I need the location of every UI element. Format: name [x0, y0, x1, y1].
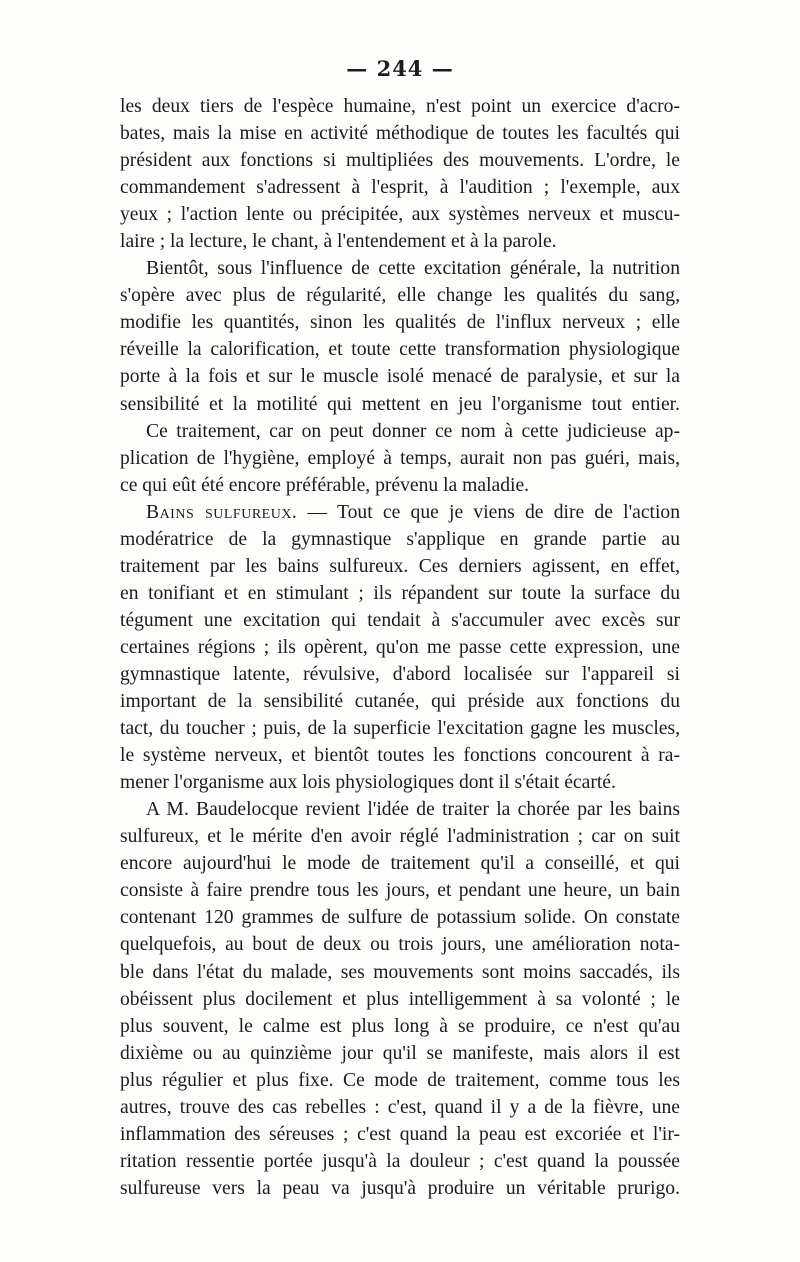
text-line: autres, trouve des cas rebelles : c'est, quand il y a de la fièvre, une	[120, 1096, 680, 1118]
text-line: quelquefois, au bout de deux ou trois jours, une amélioration nota-	[120, 934, 680, 956]
text-line: plus régulier et plus fixe. Ce mode de traitement, comme tous les	[120, 1069, 680, 1091]
page-number: — 244 —	[346, 56, 454, 81]
text-line: sensibilité et la motilité qui mettent en jeu l'organisme tout entier.	[120, 393, 680, 415]
text-line: certaines régions ; ils opèrent, qu'on me passe cette expression, une	[120, 636, 680, 658]
text-line: laire ; la lecture, le chant, à l'entendement et à la parole.	[120, 231, 557, 253]
text-line: yeux ; l'action lente ou précipitée, aux systèmes nerveux et muscu-	[120, 204, 680, 226]
body-text	[120, 93, 680, 1202]
text-line: le système nerveux, et bientôt toutes les fonctions concourent à ra-	[120, 745, 680, 767]
paragraph-5	[120, 796, 680, 1202]
text-line: dixième ou au quinzième jour qu'il se manifeste, mais alors il est	[120, 1042, 680, 1064]
text-line: gymnastique latente, révulsive, d'abord localisée sur l'appareil si	[120, 663, 680, 685]
text-line: sulfureuse vers la peau va jusqu'à produire un véritable prurigo.	[120, 1177, 680, 1199]
text-line: tégument une excitation qui tendait à s'accumuler avec excès sur	[120, 609, 680, 631]
paragraph-2	[120, 255, 680, 417]
text-line: tact, du toucher ; puis, de la superficie l'excitation gagne les muscles,	[120, 718, 680, 740]
text-line: bates, mais la mise en activité méthodique de toutes les facultés qui	[120, 123, 680, 145]
text-line: porte à la fois et sur le muscle isolé menacé de paralysie, et sur la	[120, 366, 680, 388]
text-line: mener l'organisme aux lois physiologiques dont il s'était écarté.	[120, 772, 616, 794]
text-line: en tonifiant et en stimulant ; ils répandent sur toute la surface du	[120, 582, 680, 604]
text-line: président aux fonctions si multipliées des mouvements. L'ordre, le	[120, 150, 680, 172]
text-line: Bientôt, sous l'influence de cette excitation générale, la nutrition	[146, 258, 680, 280]
text-line	[120, 499, 680, 526]
paragraph-3	[120, 418, 680, 499]
text-line: Ce traitement, car on peut donner ce nom à cette judicieuse ap-	[146, 420, 680, 442]
text-line: ble dans l'état du malade, ses mouvements sont moins saccadés, ils	[120, 961, 680, 983]
text-line: traitement par les bains sulfureux. Ces derniers agissent, en effet,	[120, 555, 680, 577]
text-line: réveille la calorification, et toute cette transformation physiologique	[120, 339, 680, 361]
text-line: plication de l'hygiène, employé à temps, aurait non pas guéri, mais,	[120, 447, 680, 469]
text-line: A M. Baudelocque revient l'idée de traiter la chorée par les bains	[146, 799, 680, 821]
text-line: obéissent plus docilement et plus intelligemment à sa volonté ; le	[120, 988, 680, 1010]
paragraph-1	[120, 93, 680, 255]
text-run: — Tout ce que je viens de dire de l'action	[297, 501, 680, 523]
text-line: contenant 120 grammes de sulfure de potassium solide. On constate	[120, 907, 680, 929]
text-line: ritation ressentie portée jusqu'à la douleur ; c'est quand la poussée	[120, 1150, 680, 1172]
text-line: sulfureux, et le mérite d'en avoir réglé l'administration ; car on suit	[120, 826, 680, 848]
text-line: commandement s'adressent à l'esprit, à l'audition ; l'exemple, aux	[120, 177, 680, 199]
text-line: inflammation des séreuses ; c'est quand la peau est excoriée et l'ir-	[120, 1123, 680, 1145]
text-line: modifie les quantités, sinon les qualités de l'influx nerveux ; elle	[120, 312, 680, 334]
text-line: plus souvent, le calme est plus long à se produire, ce n'est qu'au	[120, 1015, 680, 1037]
text-line: s'opère avec plus de régularité, elle change les qualités du sang,	[120, 285, 680, 307]
text-line: consiste à faire prendre tous les jours, et pendant une heure, un bain	[120, 880, 680, 902]
text-line: ce qui eût été encore préférable, prévenu la maladie.	[120, 474, 530, 496]
paragraph-4	[120, 499, 680, 797]
text-line: encore aujourd'hui le mode de traitement qu'il a conseillé, et qui	[120, 853, 680, 875]
section-heading: Bains sulfureux.	[146, 501, 298, 523]
text-line: les deux tiers de l'espèce humaine, n'est point un exercice d'acro-	[120, 96, 680, 117]
text-line: important de la sensibilité cutanée, qui préside aux fonctions du	[120, 691, 680, 713]
text-line: modératrice de la gymnastique s'applique en grande partie au	[120, 528, 680, 550]
